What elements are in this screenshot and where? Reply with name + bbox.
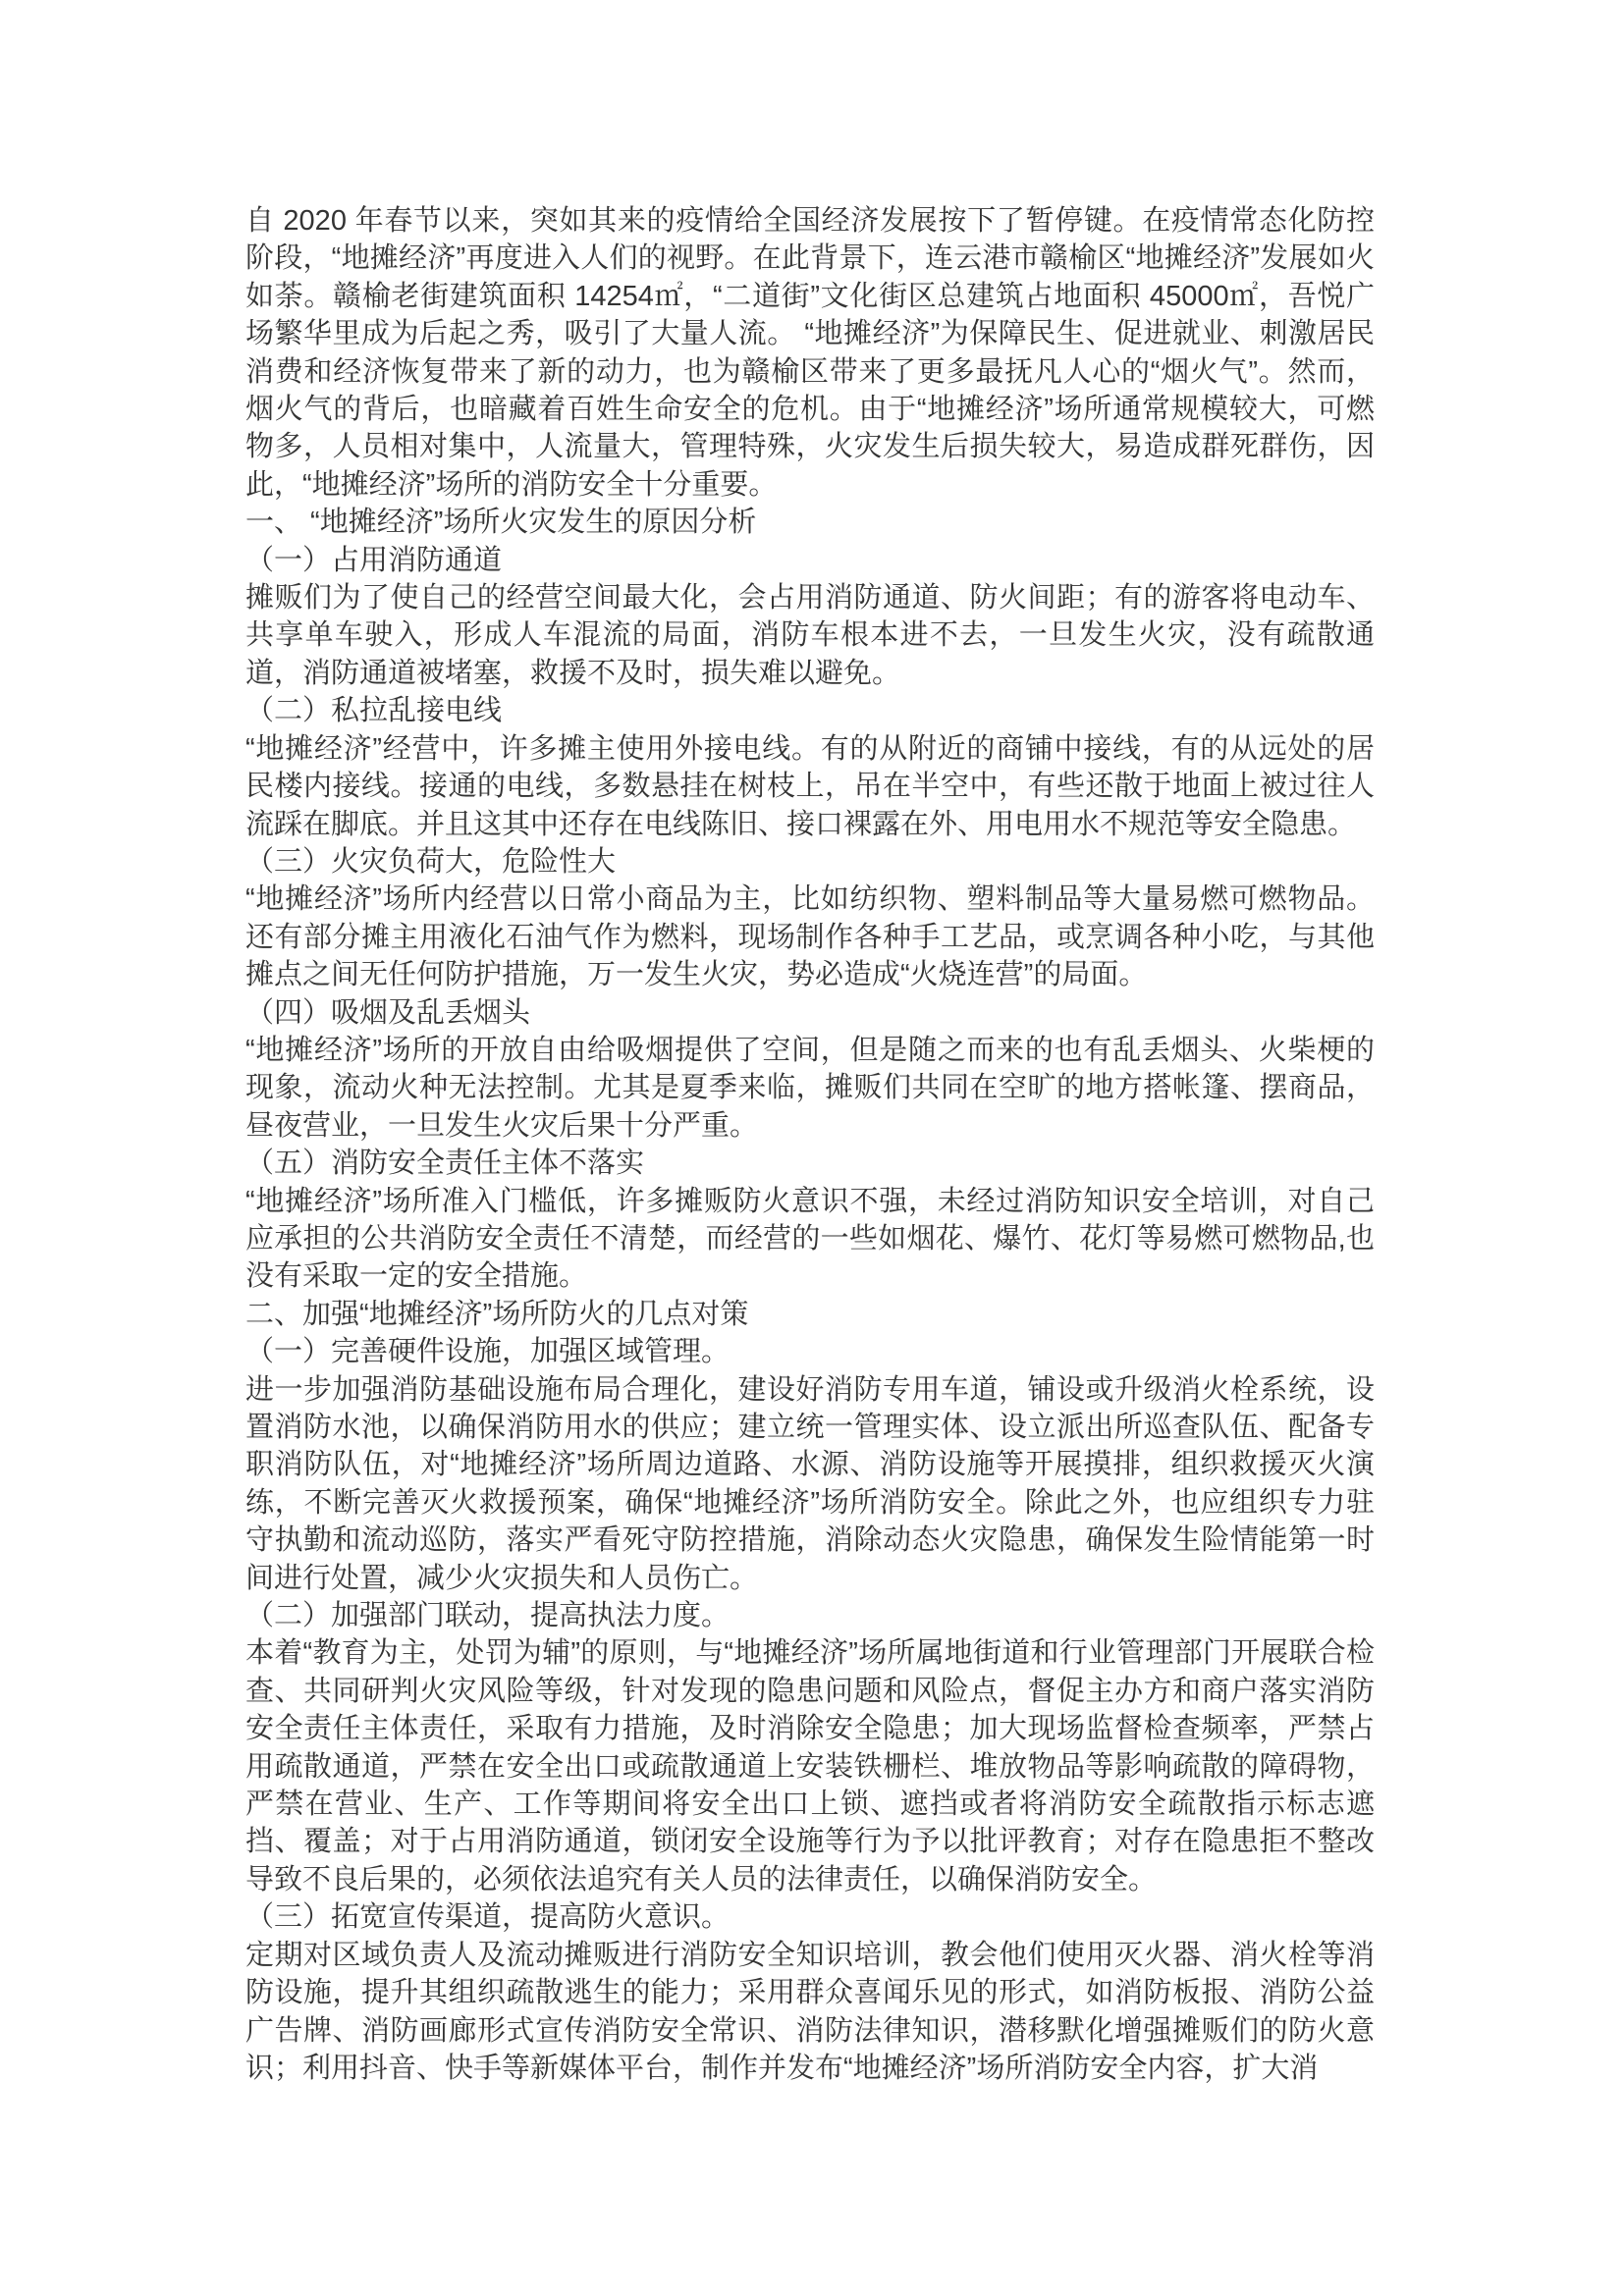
paragraph-cause-2: “地摊经济”经营中，许多摊主使用外接电线。有的从附近的商铺中接线，有的从远处的居民楼内接线。接通的电线，多数悬挂在树枝上，吊在半空中，有些还散于地面上被过往人流踩在脚底。并且这其中还存在电线陈旧、接口裸露在外、用电用水不规范等安全隐患。 [245,732,1375,840]
paragraph-measure-3: 定期对区域负责人及流动摊贩进行消防安全知识培训，教会他们使用灭火器、消火栓等消防设施，提升其组织疏散逃生的能力；采用群众喜闻乐见的形式，如消防板报、消防公益广告牌、消防画廊形式宣传消防安全常识、消防法律知识，潜移默化增强摊贩们的防火意识；利用抖音、快手等新媒体平台，制作并发布“地摊经济”场所消防安全内容，扩大消 [245,1939,1375,2084]
paragraph-cause-3: “地摊经济”场所内经营以日常小商品为主，比如纺织物、塑料制品等大量易燃可燃物品。还有部分摊主用液化石油气作为燃料，现场制作各种手工艺品，或烹调各种小吃，与其他摊点之间无任何防护措施，万一发生火灾，势必造成“火烧连营”的局面。 [245,883,1375,991]
paragraph-cause-4: “地摊经济”场所的开放自由给吸烟提供了空间，但是随之而来的也有乱丢烟头、火柴梗的现象，流动火种无法控制。尤其是夏季来临，摊贩们共同在空旷的地方搭帐篷、摆商品，昼夜营业，一旦发生火灾后果十分严重。 [245,1034,1375,1142]
section-1-5-heading: （五）消防安全责任主体不落实 [245,1148,645,1180]
section-1-heading: 一、 “地摊经济”场所火灾发生的原因分析 [245,507,757,539]
section-1-3-heading: （三）火灾负荷大，危险性大 [245,845,617,878]
section-2-1-heading: （一）完善硬件设施，加强区域管理。 [245,1336,731,1368]
paragraph-intro: 自 2020 年春节以来，突如其来的疫情给全国经济发展按下了暂停键。在疫情常态化防控阶段，“地摊经济”再度进入人们的视野。在此背景下，连云港市赣榆区“地摊经济”发展如火如荼。赣榆老街建筑面积 14254㎡，“二道街”文化街区总建筑占地面积 45000㎡，吾悦广场繁华里成为后起之秀，吸引了大量人流。 “地摊经济”为保障民生、促进就业、刺激居民消费和经济恢复带来了新的动力，也为赣榆区带来了更多最抚凡人心的“烟火气”。然而，烟火气的背后，也暗藏着百姓生命安全的危机。由于“地摊经济”场所通常规模较大，可燃物多，人员相对集中，人流量大，管理特殊，火灾发生后损失较大，易造成群死群伤，因此，“地摊经济”场所的消防安全十分重要。 [245,205,1375,501]
section-2-2-heading: （二）加强部门联动，提高执法力度。 [245,1600,731,1632]
section-1-2-heading: （二）私拉乱接电线 [245,695,503,727]
paragraph-cause-5: “地摊经济”场所准入门槛低，许多摊贩防火意识不强，未经过消防知识安全培训，对自己应承担的公共消防安全责任不清楚，而经营的一些如烟花、爆竹、花灯等易燃可燃物品,也没有采取一定的安全措施。 [245,1185,1375,1293]
section-1-1-heading: （一）占用消防通道 [245,544,503,576]
paragraph-measure-2: 本着“教育为主，处罚为辅”的原则，与“地摊经济”场所属地街道和行业管理部门开展联合检查、共同研判火灾风险等级，针对发现的隐患问题和风险点，督促主办方和商户落实消防安全责任主体责任，采取有力措施，及时消除安全隐患；加大现场监督检查频率，严禁占用疏散通道，严禁在安全出口或疏散通道上安装铁栅栏、堆放物品等影响疏散的障碍物，严禁在营业、生产、工作等期间将安全出口上锁、遮挡或者将消防安全疏散指示标志遮挡、覆盖；对于占用消防通道，锁闭安全设施等行为予以批评教育；对存在隐患拒不整改导致不良后果的，必须依法追究有关人员的法律责任，以确保消防安全。 [245,1637,1375,1896]
section-2-heading: 二、加强“地摊经济”场所防火的几点对策 [245,1298,749,1330]
section-2-3-heading: （三）拓宽宣传渠道，提高防火意识。 [245,1901,731,1934]
section-1-4-heading: （四）吸烟及乱丢烟头 [245,996,531,1029]
document-body [245,202,1375,2087]
paragraph-measure-1: 进一步加强消防基础设施布局合理化，建设好消防专用车道，铺设或升级消火栓系统，设置消防水池，以确保消防用水的供应；建立统一管理实体、设立派出所巡查队伍、配备专职消防队伍，对“地摊经济”场所周边道路、水源、消防设施等开展摸排，组织救援灭火演练，不断完善灭火救援预案，确保“地摊经济”场所消防安全。除此之外，也应组织专力驻守执勤和流动巡防，落实严看死守防控措施，消除动态火灾隐患，确保发生险情能第一时间进行处置，减少火灾损失和人员伤亡。 [245,1373,1375,1594]
paragraph-cause-1: 摊贩们为了使自己的经营空间最大化，会占用消防通道、防火间距；有的游客将电动车、共享单车驶入，形成人车混流的局面，消防车根本进不去，一旦发生火灾，没有疏散通道，消防通道被堵塞，救援不及时，损失难以避免。 [245,582,1375,689]
